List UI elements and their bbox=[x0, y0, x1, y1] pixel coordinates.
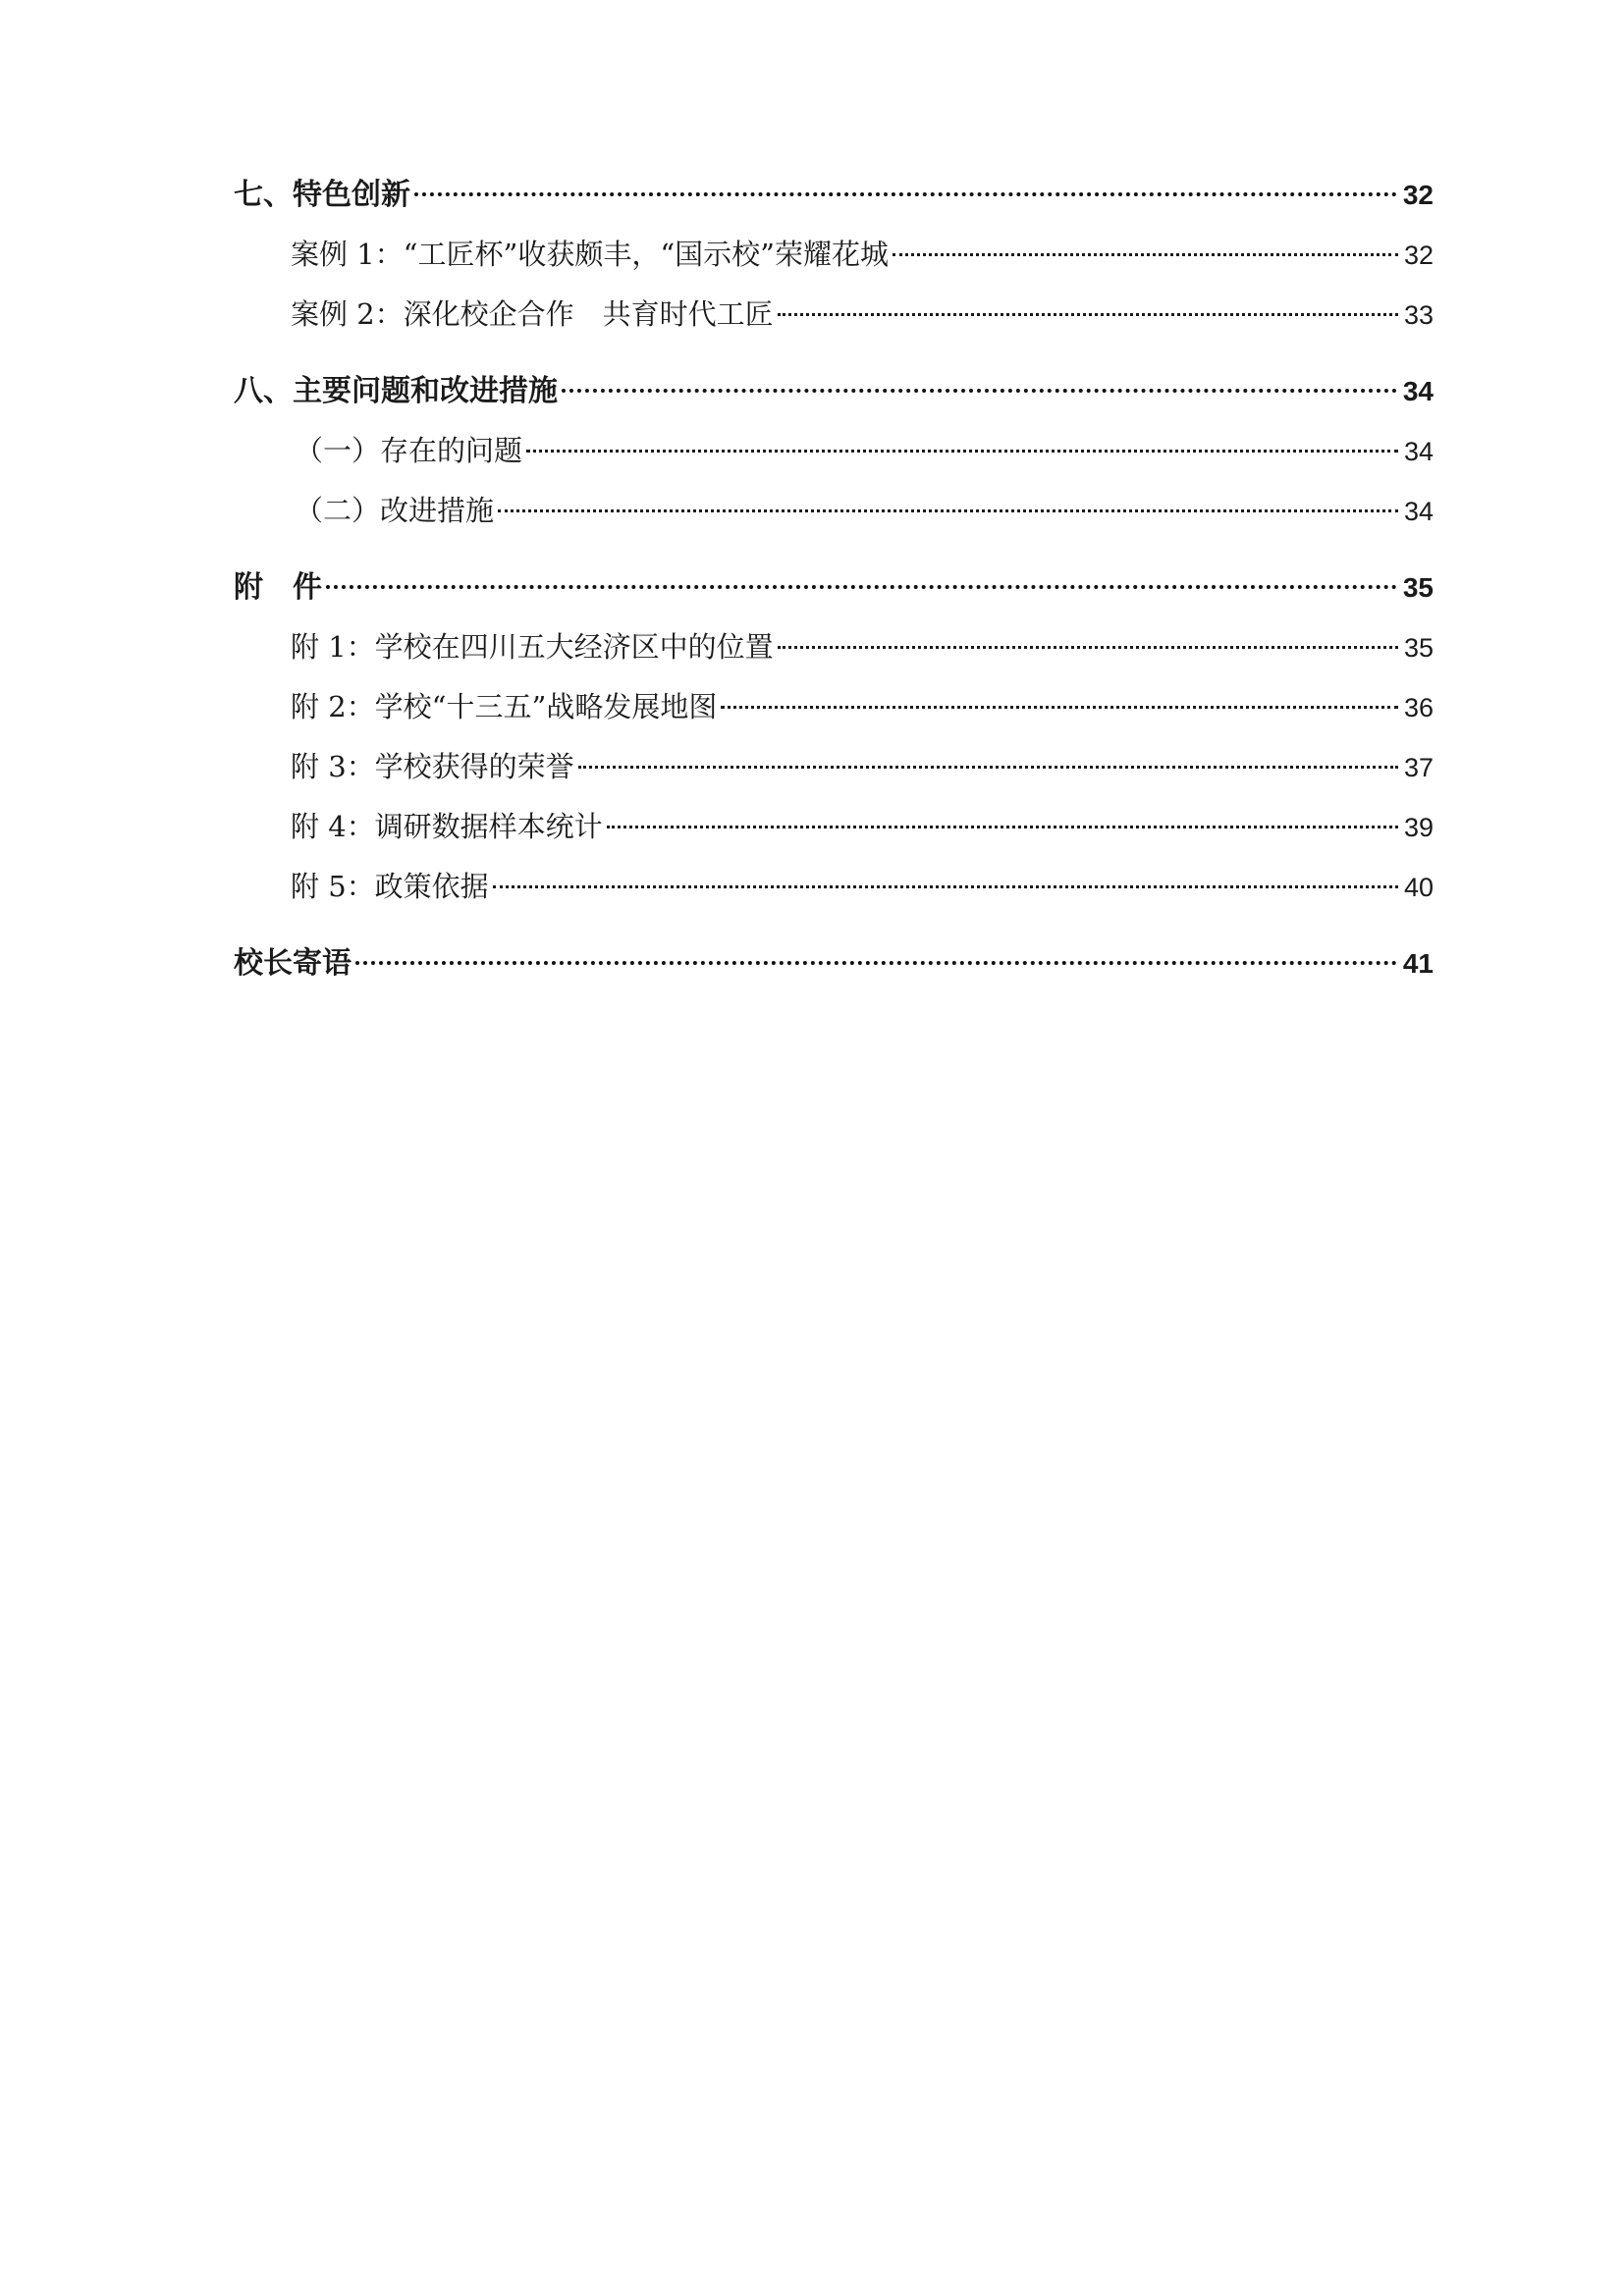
dot-leader bbox=[607, 826, 1398, 828]
toc-section-entry[interactable] bbox=[234, 165, 1434, 225]
toc-page-number: 34 bbox=[1402, 376, 1434, 406]
toc-item-entry[interactable] bbox=[234, 797, 1434, 857]
toc-item-title: 案例 2：深化校企合作 共育时代工匠 bbox=[291, 297, 774, 331]
toc-page-number: 40 bbox=[1403, 873, 1434, 902]
toc-item-entry[interactable] bbox=[234, 737, 1434, 797]
toc-page-number: 39 bbox=[1403, 813, 1434, 842]
toc-item-entry[interactable] bbox=[234, 481, 1434, 541]
toc-page-number: 41 bbox=[1402, 948, 1434, 979]
dot-leader bbox=[578, 766, 1398, 769]
toc-item-title: 附 3：学校获得的荣誉 bbox=[291, 750, 574, 783]
toc-section-title: 附 件 bbox=[234, 570, 322, 605]
toc-item-title: 附 1：学校在四川五大经济区中的位置 bbox=[291, 630, 774, 664]
toc-item-entry[interactable] bbox=[234, 285, 1434, 345]
dot-leader bbox=[414, 192, 1397, 196]
toc-page-number: 35 bbox=[1403, 633, 1434, 663]
toc-section-title: 校长寄语 bbox=[234, 946, 352, 981]
dot-leader bbox=[498, 509, 1398, 512]
toc-item-title: 附 2：学校“十三五”战略发展地图 bbox=[291, 690, 718, 723]
toc-page-number: 37 bbox=[1403, 753, 1434, 782]
toc-section-entry[interactable] bbox=[234, 558, 1434, 617]
toc-page-number: 35 bbox=[1402, 572, 1434, 603]
dot-leader bbox=[326, 585, 1397, 589]
dot-leader bbox=[526, 450, 1398, 453]
toc-item-title: 案例 1：“工匠杯”收获颇丰，“国示校”荣耀花城 bbox=[291, 238, 889, 271]
toc-page-number: 34 bbox=[1403, 497, 1434, 526]
dot-leader bbox=[721, 706, 1398, 709]
toc-item-title: （二）改进措施 bbox=[295, 494, 495, 527]
toc-section-title: 七、特色创新 bbox=[234, 178, 410, 212]
toc-item-title: 附 5：政策依据 bbox=[291, 870, 489, 903]
table-of-contents bbox=[234, 165, 1434, 993]
dot-leader bbox=[493, 885, 1398, 888]
dot-leader bbox=[355, 961, 1397, 965]
toc-section-entry[interactable] bbox=[234, 934, 1434, 993]
toc-page-number: 33 bbox=[1403, 300, 1434, 330]
dot-leader bbox=[778, 646, 1398, 649]
toc-item-entry[interactable] bbox=[234, 677, 1434, 737]
toc-item-entry[interactable] bbox=[234, 225, 1434, 285]
toc-section-entry[interactable] bbox=[234, 361, 1434, 421]
toc-item-entry[interactable] bbox=[234, 617, 1434, 677]
toc-section-title: 八、主要问题和改进措施 bbox=[234, 374, 558, 408]
toc-item-title: （一）存在的问题 bbox=[295, 434, 523, 467]
toc-page-number: 32 bbox=[1402, 180, 1434, 210]
dot-leader bbox=[562, 389, 1397, 393]
toc-page-number: 36 bbox=[1403, 693, 1434, 722]
toc-item-entry[interactable] bbox=[234, 857, 1434, 917]
dot-leader bbox=[778, 313, 1398, 316]
toc-page-number: 32 bbox=[1403, 240, 1434, 270]
toc-item-entry[interactable] bbox=[234, 421, 1434, 481]
dot-leader bbox=[893, 253, 1398, 256]
toc-page-number: 34 bbox=[1403, 437, 1434, 466]
toc-item-title: 附 4：调研数据样本统计 bbox=[291, 810, 603, 843]
